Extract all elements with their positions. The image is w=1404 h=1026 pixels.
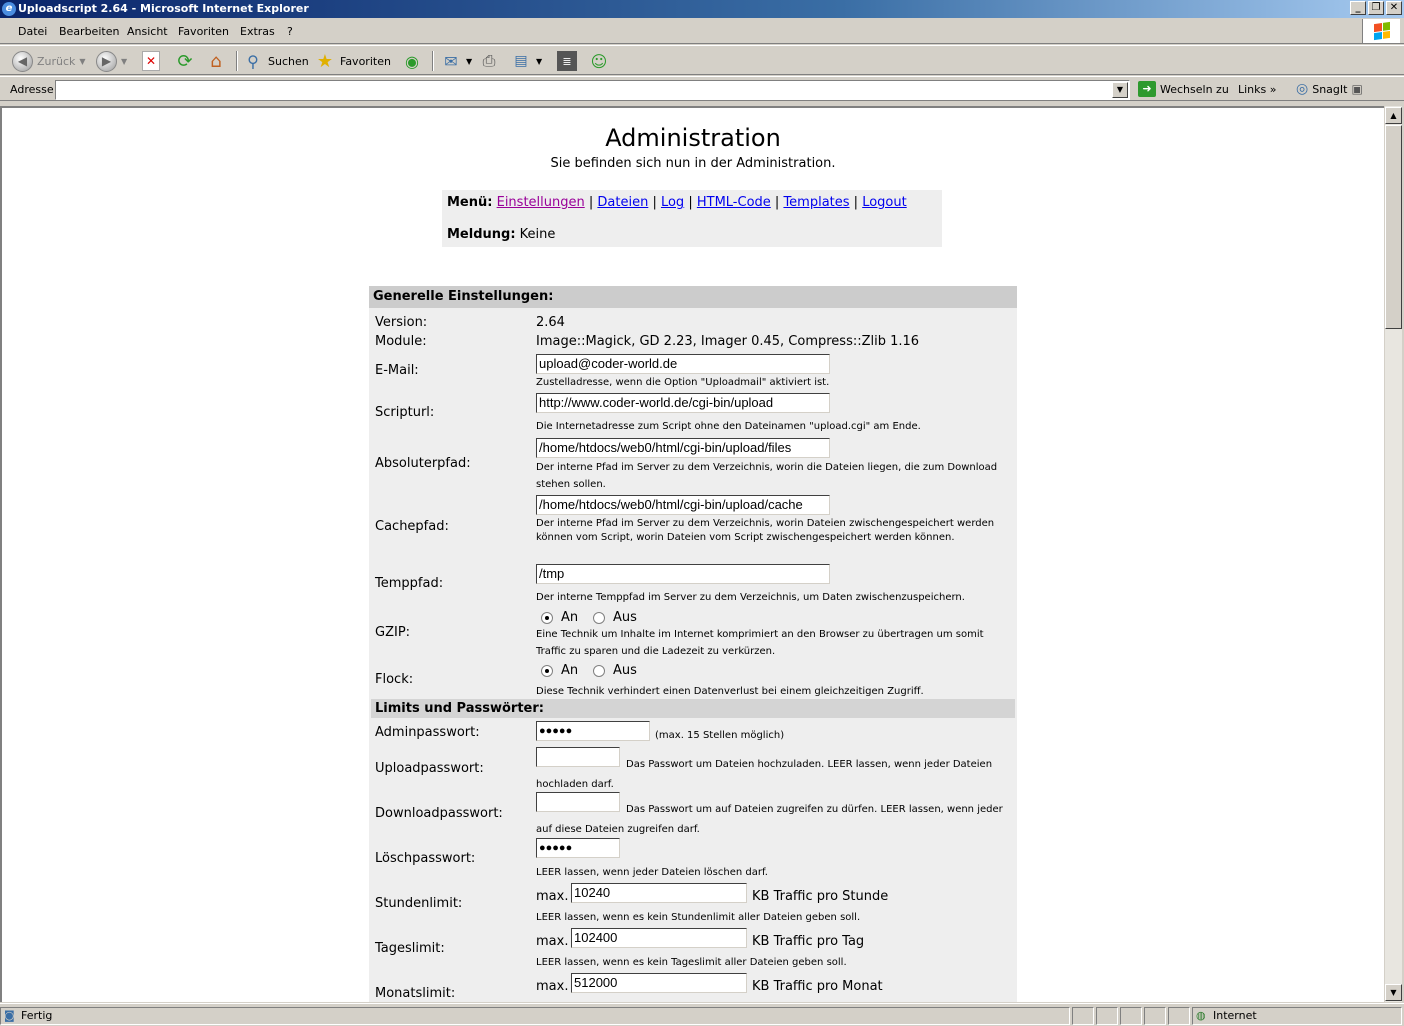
address-input[interactable] xyxy=(55,80,1130,100)
discuss-icon: ≣ xyxy=(557,51,577,71)
status-panel xyxy=(1144,1007,1166,1025)
go-button[interactable] xyxy=(1138,81,1229,97)
page-viewport xyxy=(0,106,1384,1002)
radio-checked-icon xyxy=(541,665,553,677)
hour-limit-field[interactable]: 10240 xyxy=(571,883,747,903)
scripturl-label: Scripturl: xyxy=(375,405,435,420)
status-panel xyxy=(1168,1007,1190,1025)
flock-hint: Diese Technik verhindert einen Datenverlust bei einem gleichzeitigen Zugriff. xyxy=(536,686,924,697)
email-label: E-Mail: xyxy=(375,363,419,378)
vertical-scrollbar[interactable] xyxy=(1384,106,1402,1002)
back-arrow-icon: ◀ xyxy=(12,51,33,72)
flock-label: Flock: xyxy=(375,672,414,687)
status-panel xyxy=(1120,1007,1142,1025)
cache-hint: Der interne Pfad im Server zu dem Verzeichnis, worin Dateien zwischengespeichert werden können vom Script, worin Dateien vom Script zwischengespeichert werden können. xyxy=(536,518,995,543)
scroll-down-icon[interactable]: ▼ xyxy=(1385,984,1402,1001)
module-value: Image::Magick, GD 2.23, Imager 0.45, Compress::Zlib 1.16 xyxy=(536,334,920,349)
globe-icon: ◍ xyxy=(1196,1009,1206,1022)
flock-on-radio[interactable] xyxy=(541,663,578,678)
page-title: Administration xyxy=(605,124,781,152)
nav-link-html-code[interactable]: HTML-Code xyxy=(696,195,771,210)
address-dropdown-icon[interactable]: ▼ xyxy=(1112,82,1128,98)
admin-password-field[interactable]: ●●●●● xyxy=(536,721,650,741)
capture-icon[interactable]: ▣ xyxy=(1351,82,1363,96)
nav-link-dateien[interactable]: Dateien xyxy=(597,195,649,210)
menu-extras[interactable]: Extras xyxy=(240,25,275,38)
links-label: Links xyxy=(1238,83,1267,96)
scripturl-hint: Die Internetadresse zum Script ohne den Dateinamen "upload.cgi" am Ende. xyxy=(536,421,921,432)
snagit-label: SnagIt xyxy=(1312,82,1348,96)
admin-password-label: Adminpasswort: xyxy=(375,725,480,740)
temp-field[interactable]: /tmp xyxy=(536,564,830,584)
hour-limit-label: Stundenlimit: xyxy=(375,896,463,911)
ie-icon: e xyxy=(2,2,16,16)
day-limit-hint: LEER lassen, wenn es kein Tageslimit aller Dateien geben soll. xyxy=(536,957,847,968)
abspath-hint: Der interne Pfad im Server zu dem Verzeichnis, worin die Dateien liegen, die zum Download stehen sollen. xyxy=(536,462,998,490)
menu-bearbeiten[interactable]: Bearbeiten xyxy=(59,25,120,38)
month-limit-max: max. xyxy=(536,979,569,994)
admin-password-hint: (max. 15 Stellen möglich) xyxy=(655,730,785,741)
window-titlebar xyxy=(0,0,1404,18)
stop-icon: ✕ xyxy=(142,51,160,71)
status-text: Fertig xyxy=(21,1009,53,1022)
day-limit-unit: KB Traffic pro Tag xyxy=(752,934,865,949)
version-value: 2.64 xyxy=(536,315,565,330)
close-button[interactable]: ✕ xyxy=(1386,1,1402,15)
mail-icon: ✉ xyxy=(444,51,458,71)
nav-link-logout[interactable]: Logout xyxy=(862,195,907,210)
edit-button[interactable] xyxy=(510,49,542,73)
windows-logo xyxy=(1362,19,1400,43)
restore-button[interactable]: ❐ xyxy=(1368,1,1384,15)
messenger-icon: ☺ xyxy=(590,51,608,71)
forward-button[interactable] xyxy=(96,49,127,73)
toolbar-separator xyxy=(236,51,238,71)
month-limit-unit: KB Traffic pro Monat xyxy=(752,979,883,994)
gzip-off-radio[interactable] xyxy=(593,610,637,625)
windows-flag-icon xyxy=(1374,22,1390,40)
minimize-button[interactable]: _ xyxy=(1350,1,1366,15)
nav-link-einstellungen[interactable]: Einstellungen xyxy=(496,195,585,210)
back-label: Zurück xyxy=(37,54,76,68)
general-heading: Generelle Einstellungen: xyxy=(369,286,1017,308)
email-hint: Zustelladresse, wenn die Option "Uploadmail" aktiviert ist. xyxy=(536,377,830,388)
day-limit-field[interactable]: 102400 xyxy=(571,928,747,948)
home-icon: ⌂ xyxy=(210,50,222,72)
nav-link-templates[interactable]: Templates xyxy=(783,195,850,210)
nav-link-log[interactable]: Log xyxy=(660,195,685,210)
edit-dropdown-icon[interactable]: ▼ xyxy=(536,56,543,66)
favorites-button[interactable] xyxy=(314,49,391,73)
search-button[interactable] xyxy=(242,49,309,73)
download-password-label: Downloadpasswort: xyxy=(375,806,503,821)
menu-favoriten[interactable]: Favoriten xyxy=(178,25,229,38)
media-icon: ◉ xyxy=(405,51,419,71)
menu-help[interactable]: ? xyxy=(287,25,293,38)
scroll-up-icon[interactable]: ▲ xyxy=(1385,107,1402,124)
snagit-icon: ◎ xyxy=(1296,81,1309,97)
abspath-label: Absoluterpfad: xyxy=(375,456,471,471)
message-label: Meldung: xyxy=(447,227,516,242)
gzip-off-label: Aus xyxy=(613,610,637,625)
status-panel xyxy=(1072,1007,1094,1025)
back-dropdown-icon[interactable]: ▼ xyxy=(79,56,86,66)
address-label: Adresse xyxy=(10,83,54,96)
forward-dropdown-icon[interactable]: ▼ xyxy=(121,56,128,66)
back-button[interactable] xyxy=(12,49,86,73)
delete-password-hint: LEER lassen, wenn jeder Dateien löschen darf. xyxy=(536,867,768,878)
page-subtitle: Sie befinden sich nun in der Administration. xyxy=(550,156,836,171)
status-text-panel xyxy=(0,1007,1070,1025)
refresh-button[interactable] xyxy=(174,49,196,73)
settings-table xyxy=(369,286,1017,1002)
mail-button[interactable] xyxy=(440,49,472,73)
mail-dropdown-icon[interactable]: ▼ xyxy=(466,56,473,66)
cache-field[interactable]: /home/htdocs/web0/html/cgi-bin/upload/cache xyxy=(536,495,830,515)
hour-limit-hint: LEER lassen, wenn es kein Stundenlimit aller Dateien geben soll. xyxy=(536,912,861,923)
search-icon: ⚲ xyxy=(247,51,259,71)
gzip-hint: Eine Technik um Inhalte im Internet komprimiert an den Browser zu übertragen um somit Traffic zu sparen und die Ladezeit zu verkürzen. xyxy=(536,629,984,657)
radio-unchecked-icon xyxy=(593,612,605,624)
gzip-on-radio[interactable] xyxy=(541,610,578,625)
upload-password-label: Uploadpasswort: xyxy=(375,761,484,776)
go-label: Wechseln zu xyxy=(1160,82,1229,96)
hour-limit-max: max. xyxy=(536,889,569,904)
window-title: Uploadscript 2.64 - Microsoft Internet Explorer xyxy=(18,2,309,15)
discuss-button[interactable] xyxy=(557,49,577,73)
limits-heading: Limits und Passwörter: xyxy=(371,699,1015,718)
temp-label: Temppfad: xyxy=(375,576,444,591)
search-label: Suchen xyxy=(268,54,309,68)
print-button[interactable] xyxy=(478,49,500,73)
refresh-icon: ⟳ xyxy=(177,50,193,72)
day-limit-max: max. xyxy=(536,934,569,949)
admin-menu: Menü: Einstellungen | Dateien | Log | HTML-Code | Templates | Logout Meldung: Keine xyxy=(442,190,942,247)
delete-password-field[interactable]: ●●●●● xyxy=(536,838,620,858)
edit-icon: ▤ xyxy=(514,53,528,69)
toolbar xyxy=(0,45,1404,75)
gzip-label: GZIP: xyxy=(375,625,411,640)
gzip-on-label: An xyxy=(561,610,579,625)
page-icon: ◙ xyxy=(4,1009,15,1022)
go-arrow-icon: ➜ xyxy=(1138,81,1156,97)
star-icon: ★ xyxy=(316,50,334,72)
module-label: Module: xyxy=(375,334,427,349)
stop-button[interactable] xyxy=(142,49,160,73)
menubar xyxy=(0,18,1404,44)
scripturl-field[interactable]: http://www.coder-world.de/cgi-bin/upload xyxy=(536,393,830,413)
status-bar xyxy=(0,1003,1404,1026)
flock-off-label: Aus xyxy=(613,663,637,678)
zone-label: Internet xyxy=(1213,1009,1257,1022)
menu-label: Menü: xyxy=(447,195,493,210)
abspath-field[interactable]: /home/htdocs/web0/html/cgi-bin/upload/files xyxy=(536,438,830,458)
snagit-button[interactable] xyxy=(1296,81,1363,97)
favorites-label: Favoriten xyxy=(340,54,391,68)
radio-unchecked-icon xyxy=(593,665,605,677)
toolbar-separator xyxy=(432,51,434,71)
zone-panel xyxy=(1192,1007,1402,1025)
printer-icon: ⎙ xyxy=(482,51,496,70)
delete-password-label: Löschpasswort: xyxy=(375,851,476,866)
version-label: Version: xyxy=(375,315,428,330)
flock-on-label: An xyxy=(561,663,579,678)
links-button[interactable] xyxy=(1238,83,1277,96)
month-limit-field[interactable]: 512000 xyxy=(571,973,747,993)
messenger-button[interactable] xyxy=(588,49,610,73)
forward-arrow-icon: ▶ xyxy=(96,51,117,72)
status-panel xyxy=(1096,1007,1118,1025)
cache-label: Cachepfad: xyxy=(375,519,449,534)
chevron-right-icon: » xyxy=(1269,83,1277,96)
radio-checked-icon xyxy=(541,612,553,624)
download-password-hint: Das Passwort um auf Dateien zugreifen zu dürfen. LEER lassen, wenn jeder auf diese Dateien zugreifen darf. xyxy=(536,804,1003,835)
hour-limit-unit: KB Traffic pro Stunde xyxy=(752,889,889,904)
temp-hint: Der interne Temppfad im Server zu dem Verzeichnis, um Daten zwischenzuspeichern. xyxy=(536,592,965,603)
menu-datei[interactable]: Datei xyxy=(18,25,48,38)
flock-off-radio[interactable] xyxy=(593,663,637,678)
email-field[interactable]: upload@coder-world.de xyxy=(536,354,830,374)
upload-password-hint: Das Passwort um Dateien hochzuladen. LEER lassen, wenn jeder Dateien hochladen darf. xyxy=(536,759,993,790)
home-button[interactable] xyxy=(205,49,227,73)
day-limit-label: Tageslimit: xyxy=(375,941,445,956)
month-limit-label: Monatslimit: xyxy=(375,986,456,1001)
message-value: Keine xyxy=(519,227,556,242)
media-button[interactable] xyxy=(401,49,423,73)
address-bar xyxy=(0,76,1404,101)
scroll-thumb[interactable] xyxy=(1385,125,1402,329)
menu-ansicht[interactable]: Ansicht xyxy=(127,25,168,38)
